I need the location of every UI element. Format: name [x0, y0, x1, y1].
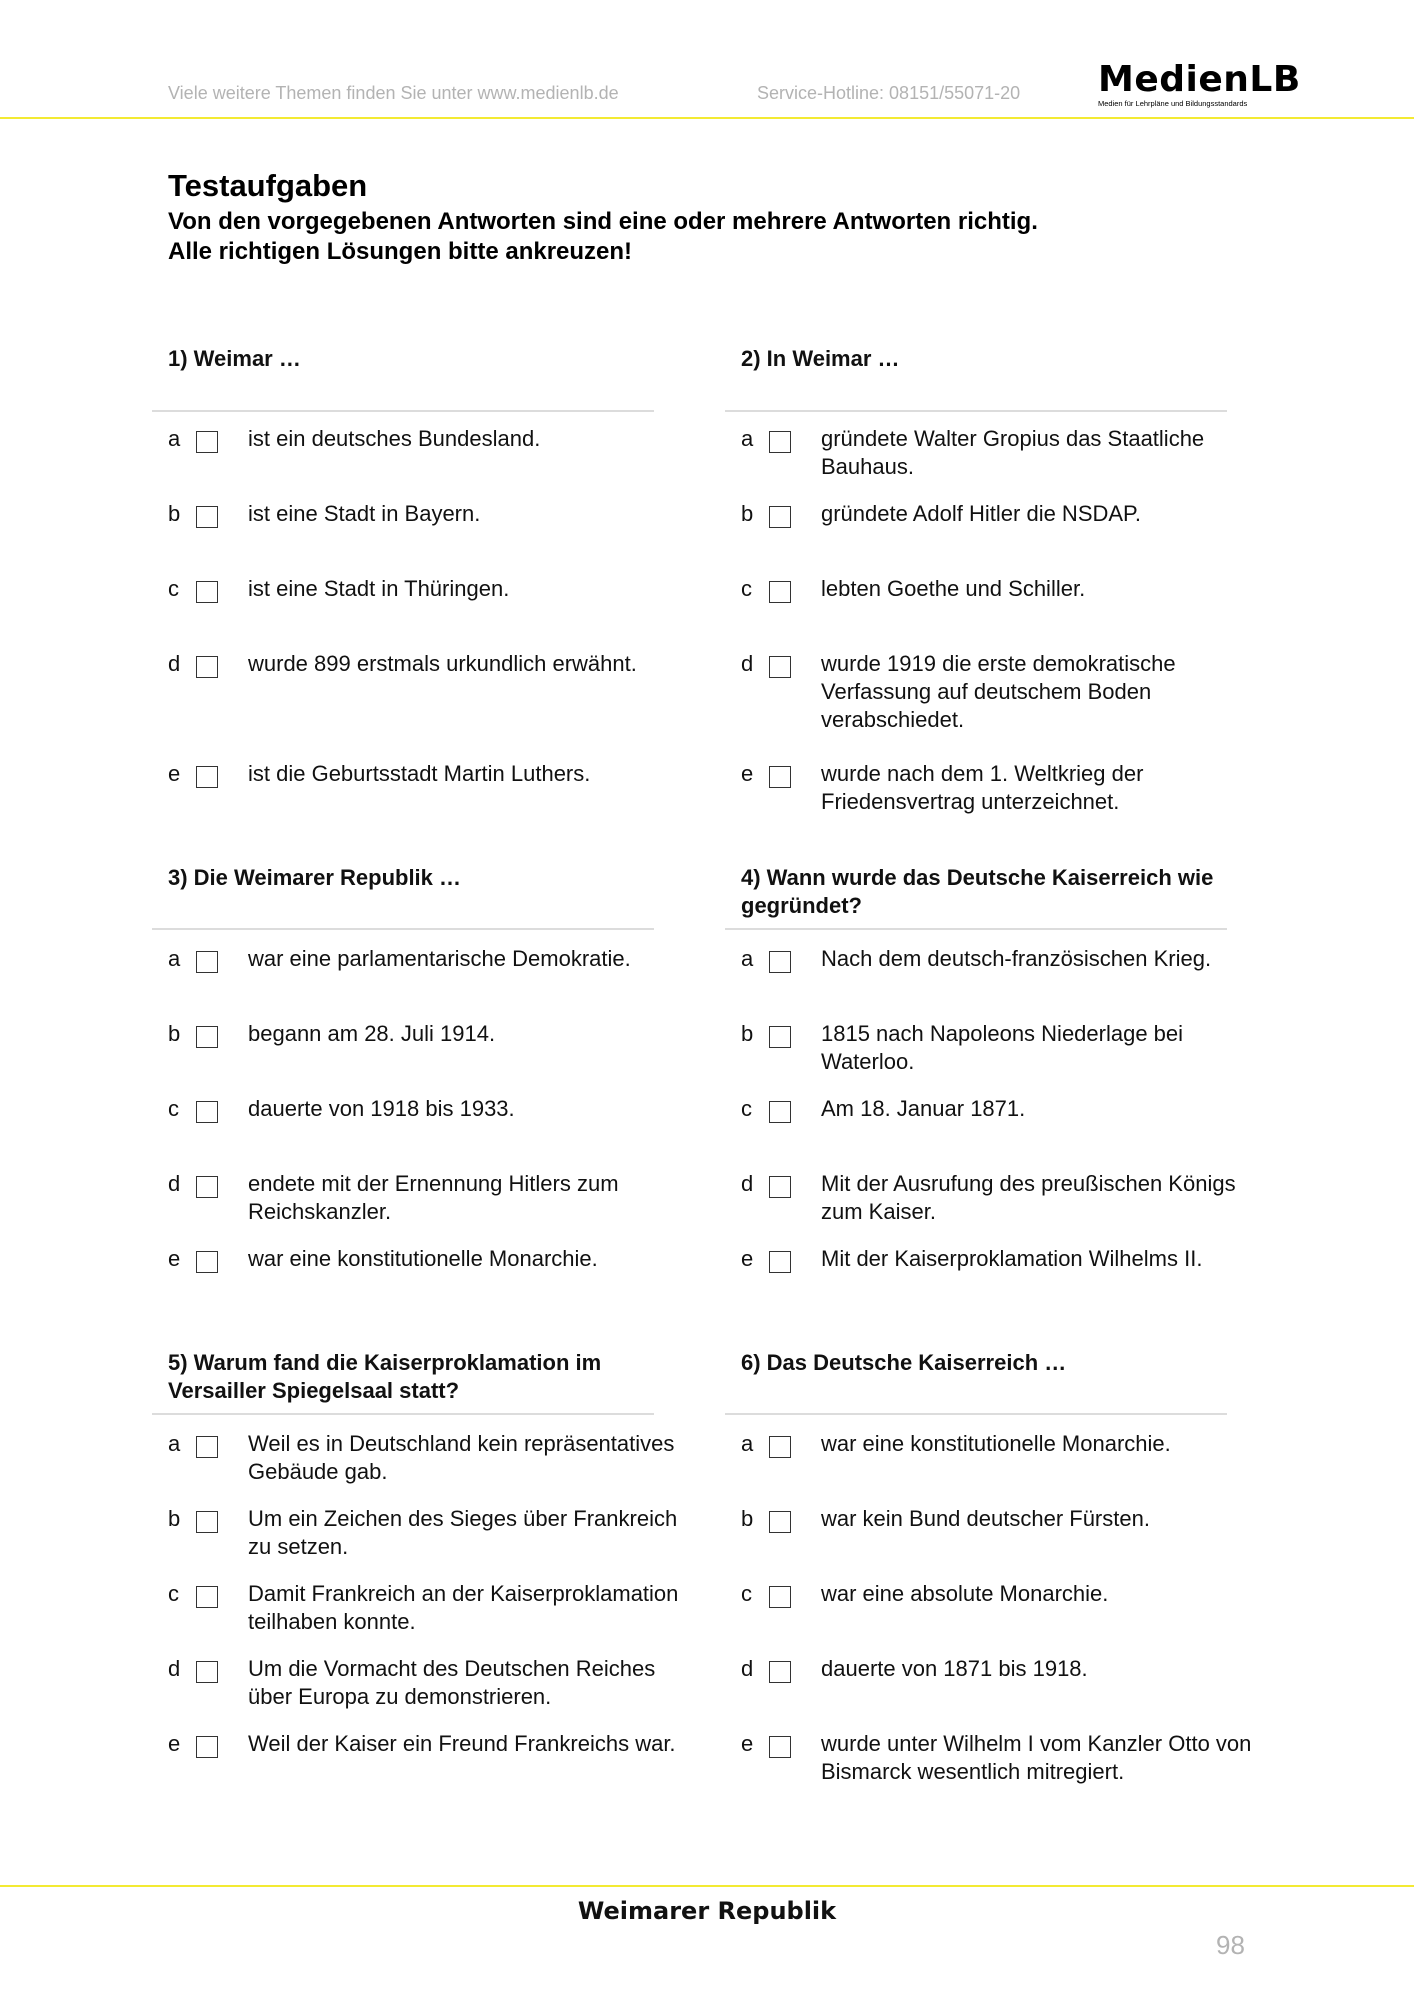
- option-letter: a: [741, 1431, 754, 1456]
- answer-checkbox[interactable]: [769, 656, 791, 678]
- answer-option[interactable]: [741, 1430, 1261, 1490]
- question-divider: [725, 1413, 1227, 1415]
- question-title: 6) Das Deutsche Kaiserreich …: [741, 1350, 1067, 1375]
- question-divider: [725, 410, 1227, 412]
- logo-subtext: Medien für Lehrpläne und Bildungsstandards: [1098, 99, 1248, 108]
- question-block: [168, 345, 688, 786]
- option-text: dauerte von 1918 bis 1933.: [248, 1096, 515, 1121]
- option-letter: b: [168, 1021, 181, 1046]
- option-text: gründete Walter Gropius das Staatliche Bauhaus.: [821, 426, 1205, 479]
- answer-option[interactable]: [741, 1095, 1261, 1155]
- answer-option[interactable]: [168, 1655, 688, 1715]
- option-letter: c: [168, 576, 179, 601]
- answer-checkbox[interactable]: [769, 951, 791, 973]
- option-text: wurde unter Wilhelm I vom Kanzler Otto von Bismarck wesentlich mitregiert.: [821, 1731, 1252, 1784]
- answer-checkbox[interactable]: [769, 506, 791, 528]
- answer-option[interactable]: [168, 1245, 688, 1305]
- option-text: gründete Adolf Hitler die NSDAP.: [821, 501, 1141, 526]
- answer-option[interactable]: [168, 1020, 688, 1080]
- option-letter: d: [741, 651, 754, 676]
- option-text: ist eine Stadt in Bayern.: [248, 501, 481, 526]
- answer-checkbox[interactable]: [196, 431, 218, 453]
- answer-option[interactable]: [168, 1430, 688, 1490]
- option-text: Am 18. Januar 1871.: [821, 1096, 1026, 1121]
- answer-checkbox[interactable]: [196, 766, 218, 788]
- option-letter: e: [168, 1731, 181, 1756]
- option-text: war eine absolute Monarchie.: [821, 1581, 1109, 1606]
- medienlb-logo: [1098, 59, 1301, 108]
- option-text: wurde 899 erstmals urkundlich erwähnt.: [248, 651, 637, 676]
- answer-checkbox[interactable]: [196, 1436, 218, 1458]
- question-title: 5) Warum fand die Kaiserproklamation im Versailler Spiegelsaal statt?: [168, 1350, 602, 1403]
- option-letter: a: [741, 426, 754, 451]
- instructions-line-1: Von den vorgegebenen Antworten sind eine oder mehrere Antworten richtig.: [168, 208, 1038, 235]
- option-text: Mit der Kaiserproklamation Wilhelms II.: [821, 1246, 1203, 1271]
- option-letter: e: [741, 1246, 754, 1271]
- answer-checkbox[interactable]: [196, 581, 218, 603]
- option-letter: b: [168, 501, 181, 526]
- option-text: ist die Geburtsstadt Martin Luthers.: [248, 761, 591, 786]
- question-title: 3) Die Weimarer Republik …: [168, 865, 462, 890]
- option-letter: c: [168, 1096, 179, 1121]
- option-letter: a: [168, 1431, 181, 1456]
- answer-option[interactable]: [741, 945, 1261, 1005]
- option-text: endete mit der Ernennung Hitlers zum Reichskanzler.: [248, 1171, 619, 1224]
- question-title: 1) Weimar …: [168, 346, 301, 371]
- answer-checkbox[interactable]: [769, 1736, 791, 1758]
- option-letter: b: [741, 1021, 754, 1046]
- option-text: Um ein Zeichen des Sieges über Frankreich zu setzen.: [248, 1506, 678, 1559]
- answer-checkbox[interactable]: [769, 1251, 791, 1273]
- logo-text: MedienLB: [1098, 59, 1301, 100]
- answer-checkbox[interactable]: [196, 1251, 218, 1273]
- option-text: Weil der Kaiser ein Freund Frankreichs war.: [248, 1731, 676, 1756]
- answer-option[interactable]: [168, 425, 688, 485]
- option-text: Damit Frankreich an der Kaiserproklamation teilhaben konnte.: [248, 1581, 679, 1634]
- answer-checkbox[interactable]: [769, 1511, 791, 1533]
- answer-checkbox[interactable]: [769, 581, 791, 603]
- answer-checkbox[interactable]: [769, 1586, 791, 1608]
- page-number: 98: [1216, 1930, 1245, 1960]
- answer-checkbox[interactable]: [196, 1586, 218, 1608]
- answer-checkbox[interactable]: [769, 431, 791, 453]
- footer-divider: [0, 1885, 1414, 1887]
- answer-option[interactable]: [168, 760, 688, 820]
- header-hotline-text: Service-Hotline: 08151/55071-20: [757, 83, 1021, 103]
- question-title: 4) Wann wurde das Deutsche Kaiserreich wie gegründet?: [741, 865, 1214, 918]
- answer-checkbox[interactable]: [769, 1661, 791, 1683]
- instructions-line-2: Alle richtigen Lösungen bitte ankreuzen!: [168, 238, 633, 265]
- option-text: Um die Vormacht des Deutschen Reiches über Europa zu demonstrieren.: [248, 1656, 656, 1709]
- answer-option[interactable]: [741, 575, 1261, 635]
- answer-checkbox[interactable]: [196, 1026, 218, 1048]
- option-text: war eine konstitutionelle Monarchie.: [248, 1246, 598, 1271]
- option-letter: c: [168, 1581, 179, 1606]
- option-text: war kein Bund deutscher Fürsten.: [821, 1506, 1150, 1531]
- answer-option[interactable]: [741, 425, 1261, 485]
- answer-checkbox[interactable]: [769, 1101, 791, 1123]
- answer-option[interactable]: [168, 1505, 688, 1565]
- option-letter: d: [168, 651, 181, 676]
- question-block: [168, 864, 688, 1271]
- answer-checkbox[interactable]: [196, 951, 218, 973]
- question-divider: [725, 928, 1227, 930]
- answer-option[interactable]: [741, 1020, 1261, 1080]
- option-letter: b: [741, 501, 754, 526]
- answer-option[interactable]: [741, 1505, 1261, 1565]
- option-letter: a: [168, 946, 181, 971]
- answer-checkbox[interactable]: [769, 1176, 791, 1198]
- option-letter: e: [168, 1246, 181, 1271]
- option-text: Nach dem deutsch-französischen Krieg.: [821, 946, 1212, 971]
- option-letter: c: [741, 576, 752, 601]
- answer-option[interactable]: [741, 1170, 1261, 1230]
- footer-title: Weimarer Republik: [577, 1897, 837, 1925]
- question-block: [168, 1349, 688, 1756]
- option-text: ist eine Stadt in Thüringen.: [248, 576, 510, 601]
- option-text: war eine konstitutionelle Monarchie.: [821, 1431, 1171, 1456]
- option-letter: a: [741, 946, 754, 971]
- option-letter: b: [741, 1506, 754, 1531]
- option-text: ist ein deutsches Bundesland.: [248, 426, 541, 451]
- answer-checkbox[interactable]: [196, 1176, 218, 1198]
- option-letter: e: [168, 761, 181, 786]
- option-text: 1815 nach Napoleons Niederlage bei Waterloo.: [821, 1021, 1184, 1074]
- option-text: Weil es in Deutschland kein repräsentatives Gebäude gab.: [248, 1431, 675, 1484]
- header-divider: [0, 117, 1414, 119]
- option-letter: d: [741, 1656, 754, 1681]
- option-text: wurde nach dem 1. Weltkrieg der Friedensvertrag unterzeichnet.: [821, 761, 1144, 814]
- question-block: [741, 864, 1261, 1271]
- question-block: [741, 345, 1261, 814]
- answer-option[interactable]: [168, 1170, 688, 1230]
- option-text: wurde 1919 die erste demokratische Verfassung auf deutschem Boden verabschiedet.: [821, 651, 1176, 732]
- option-letter: e: [741, 761, 754, 786]
- option-text: begann am 28. Juli 1914.: [248, 1021, 496, 1046]
- question-divider: [152, 410, 654, 412]
- option-letter: c: [741, 1096, 752, 1121]
- answer-option[interactable]: [168, 945, 688, 1005]
- answer-option[interactable]: [168, 500, 688, 560]
- answer-option[interactable]: [741, 760, 1261, 820]
- answer-option[interactable]: [168, 650, 688, 710]
- answer-option[interactable]: [168, 575, 688, 635]
- option-text: dauerte von 1871 bis 1918.: [821, 1656, 1088, 1681]
- answer-option[interactable]: [168, 1095, 688, 1155]
- option-letter: d: [168, 1171, 181, 1196]
- option-letter: c: [741, 1581, 752, 1606]
- answer-option[interactable]: [741, 1655, 1261, 1715]
- option-letter: e: [741, 1731, 754, 1756]
- answer-checkbox[interactable]: [769, 1026, 791, 1048]
- answer-checkbox[interactable]: [196, 1736, 218, 1758]
- answer-checkbox[interactable]: [196, 506, 218, 528]
- answer-checkbox[interactable]: [196, 1661, 218, 1683]
- answer-option[interactable]: [741, 1580, 1261, 1640]
- option-text: Mit der Ausrufung des preußischen Königs zum Kaiser.: [821, 1171, 1236, 1224]
- answer-option[interactable]: [741, 1730, 1261, 1790]
- answer-option[interactable]: [741, 650, 1261, 732]
- option-letter: a: [168, 426, 181, 451]
- header-website-text: Viele weitere Themen finden Sie unter www.medienlb.de: [168, 83, 619, 103]
- page-title: Testaufgaben: [168, 168, 368, 203]
- answer-option[interactable]: [741, 1245, 1261, 1305]
- option-text: war eine parlamentarische Demokratie.: [248, 946, 631, 971]
- option-text: lebten Goethe und Schiller.: [821, 576, 1086, 601]
- answer-checkbox[interactable]: [769, 1436, 791, 1458]
- answer-option[interactable]: [168, 1580, 688, 1640]
- option-letter: b: [168, 1506, 181, 1531]
- question-divider: [152, 1413, 654, 1415]
- question-divider: [152, 928, 654, 930]
- option-letter: d: [741, 1171, 754, 1196]
- answer-checkbox[interactable]: [196, 1511, 218, 1533]
- answer-option[interactable]: [168, 1730, 688, 1790]
- answer-option[interactable]: [741, 500, 1261, 560]
- answer-checkbox[interactable]: [769, 766, 791, 788]
- question-block: [741, 1349, 1261, 1784]
- question-title: 2) In Weimar …: [741, 346, 900, 371]
- option-letter: d: [168, 1656, 181, 1681]
- answer-checkbox[interactable]: [196, 656, 218, 678]
- answer-checkbox[interactable]: [196, 1101, 218, 1123]
